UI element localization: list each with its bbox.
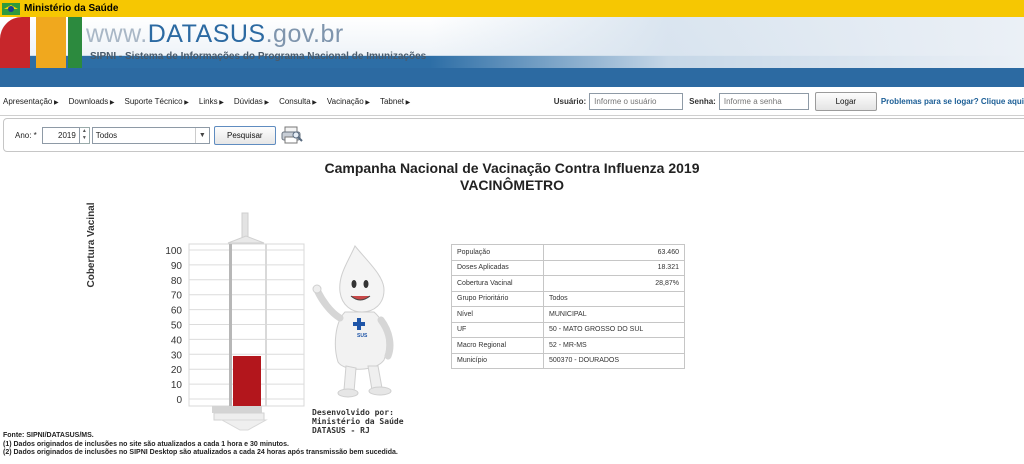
developer-line-3: DATASUS - RJ — [312, 426, 370, 435]
table-row-value: 500370 - DOURADOS — [544, 353, 685, 369]
nav-item-tabnet[interactable]: Tabnet ▶ — [380, 97, 410, 106]
nav-item-vacinacao[interactable]: Vacinação ▶ — [327, 97, 370, 106]
y-tick-label: 70 — [170, 290, 182, 302]
table-row-label: Macro Regional — [452, 338, 544, 354]
login-form — [548, 92, 1024, 111]
y-axis-label: Cobertura Vacinal — [86, 202, 97, 288]
year-input[interactable]: 2019 — [42, 127, 80, 144]
developer-line-2: Ministério da Saúde — [312, 417, 404, 426]
nav-item-links[interactable]: Links ▶ — [199, 97, 224, 106]
y-tick-label: 10 — [170, 380, 182, 392]
footer-note-2: (2) Dados originados de inclusões no SIPNI Desktop são atualizados a cada 24 horas após transmissão bem sucedida. — [3, 449, 398, 457]
table-row-value: 52 - MR-MS — [544, 338, 685, 354]
nav-item-apresentacao[interactable]: Apresentação ▶ — [3, 97, 59, 106]
site-title-name: DATASUS — [147, 20, 266, 48]
plunger-cap — [228, 236, 264, 243]
page-subtitle: VACINÔMETRO — [460, 177, 564, 193]
table-row — [452, 291, 685, 307]
gov-bar-label[interactable]: Ministério da Saúde — [24, 3, 119, 14]
mascot-ze-gotinha-icon — [313, 246, 391, 397]
stepper-up-icon[interactable]: ▲ — [81, 127, 87, 134]
footer-note-1: (1) Dados originados de inclusões no site são atualizados a cada 1 hora e 30 minutos. — [3, 440, 289, 448]
developer-line-1: Desenvolvido por: — [312, 408, 394, 417]
syringe-inner-wall — [265, 244, 267, 406]
search-button[interactable]: Pesquisar — [214, 126, 276, 145]
table-row-value: 18.321 — [544, 260, 685, 276]
table-row-label: Doses Aplicadas — [452, 260, 544, 276]
nav-item-suporte-tecnico[interactable]: Suporte Técnico ▶ — [125, 97, 189, 106]
group-select-value: Todos — [95, 130, 118, 140]
footer-source: Fonte: SIPNI/DATASUS/MS. — [3, 432, 94, 439]
y-tick-label: 40 — [170, 335, 182, 347]
nav-item-consulta[interactable]: Consulta ▶ — [279, 97, 317, 106]
table-row-value: 63.460 — [544, 245, 685, 261]
table-row — [452, 276, 685, 292]
svg-text:SUS: SUS — [357, 333, 368, 339]
footer-notes — [3, 432, 398, 458]
user-label: Usuário: — [553, 97, 587, 106]
user-input[interactable] — [589, 93, 683, 110]
table-row-label: População — [452, 245, 544, 261]
vaccinometer-chart — [0, 0, 460, 464]
plunger-rod — [229, 244, 232, 406]
y-axis-ticks — [165, 246, 182, 406]
y-tick-label: 90 — [170, 260, 182, 272]
table-row-label: Nível — [452, 307, 544, 323]
table-row — [452, 353, 685, 369]
table-row-value: MUNICIPAL — [544, 307, 685, 323]
syringe-tip — [222, 420, 266, 430]
banner-clouds — [430, 17, 1024, 68]
y-tick-label: 30 — [170, 350, 182, 362]
table-row — [452, 338, 685, 354]
table-row — [452, 245, 685, 261]
chevron-down-icon[interactable]: ▼ — [195, 128, 209, 143]
table-row-label: Município — [452, 353, 544, 369]
syringe-base — [212, 406, 262, 413]
y-tick-label: 60 — [170, 305, 182, 317]
table-row — [452, 322, 685, 338]
table-row-value: 28,87% — [544, 276, 685, 292]
table-row — [452, 307, 685, 323]
y-tick-label: 100 — [165, 246, 182, 257]
year-label: Ano: * — [15, 130, 37, 140]
site-subtitle: SIPNI - Sistema de Informações do Programa Nacional de Imunizações — [90, 51, 427, 62]
table-row-value: 50 - MATO GROSSO DO SUL — [544, 322, 685, 338]
coverage-info-table — [451, 244, 685, 369]
stepper-down-icon[interactable]: ▼ — [81, 135, 87, 141]
table-row-label: UF — [452, 322, 544, 338]
nav-item-downloads[interactable]: Downloads ▶ — [69, 97, 115, 106]
table-row — [452, 260, 685, 276]
password-input[interactable] — [719, 93, 809, 110]
table-row-label: Grupo Prioritário — [452, 291, 544, 307]
page-title: Campanha Nacional de Vacinação Contra Influenza 2019 — [324, 160, 700, 176]
nav-item-duvidas[interactable]: Dúvidas ▶ — [234, 97, 269, 106]
coverage-fill-bar — [233, 356, 261, 406]
site-title-domain: .gov.br — [265, 20, 344, 48]
y-tick-label: 20 — [170, 365, 182, 377]
table-row-value: Todos — [544, 291, 685, 307]
y-tick-label: 50 — [170, 320, 182, 332]
table-row-label: Cobertura Vacinal — [452, 276, 544, 292]
site-title-www: www. — [86, 20, 148, 48]
password-label: Senha: — [689, 97, 716, 106]
syringe-flange — [214, 413, 264, 420]
login-button[interactable]: Logar — [815, 92, 877, 111]
login-help-link[interactable]: Problemas para se logar? Clique aqui — [880, 97, 1024, 106]
y-tick-label: 80 — [170, 275, 182, 287]
developer-credit — [312, 408, 404, 435]
y-tick-label: 0 — [176, 395, 182, 406]
